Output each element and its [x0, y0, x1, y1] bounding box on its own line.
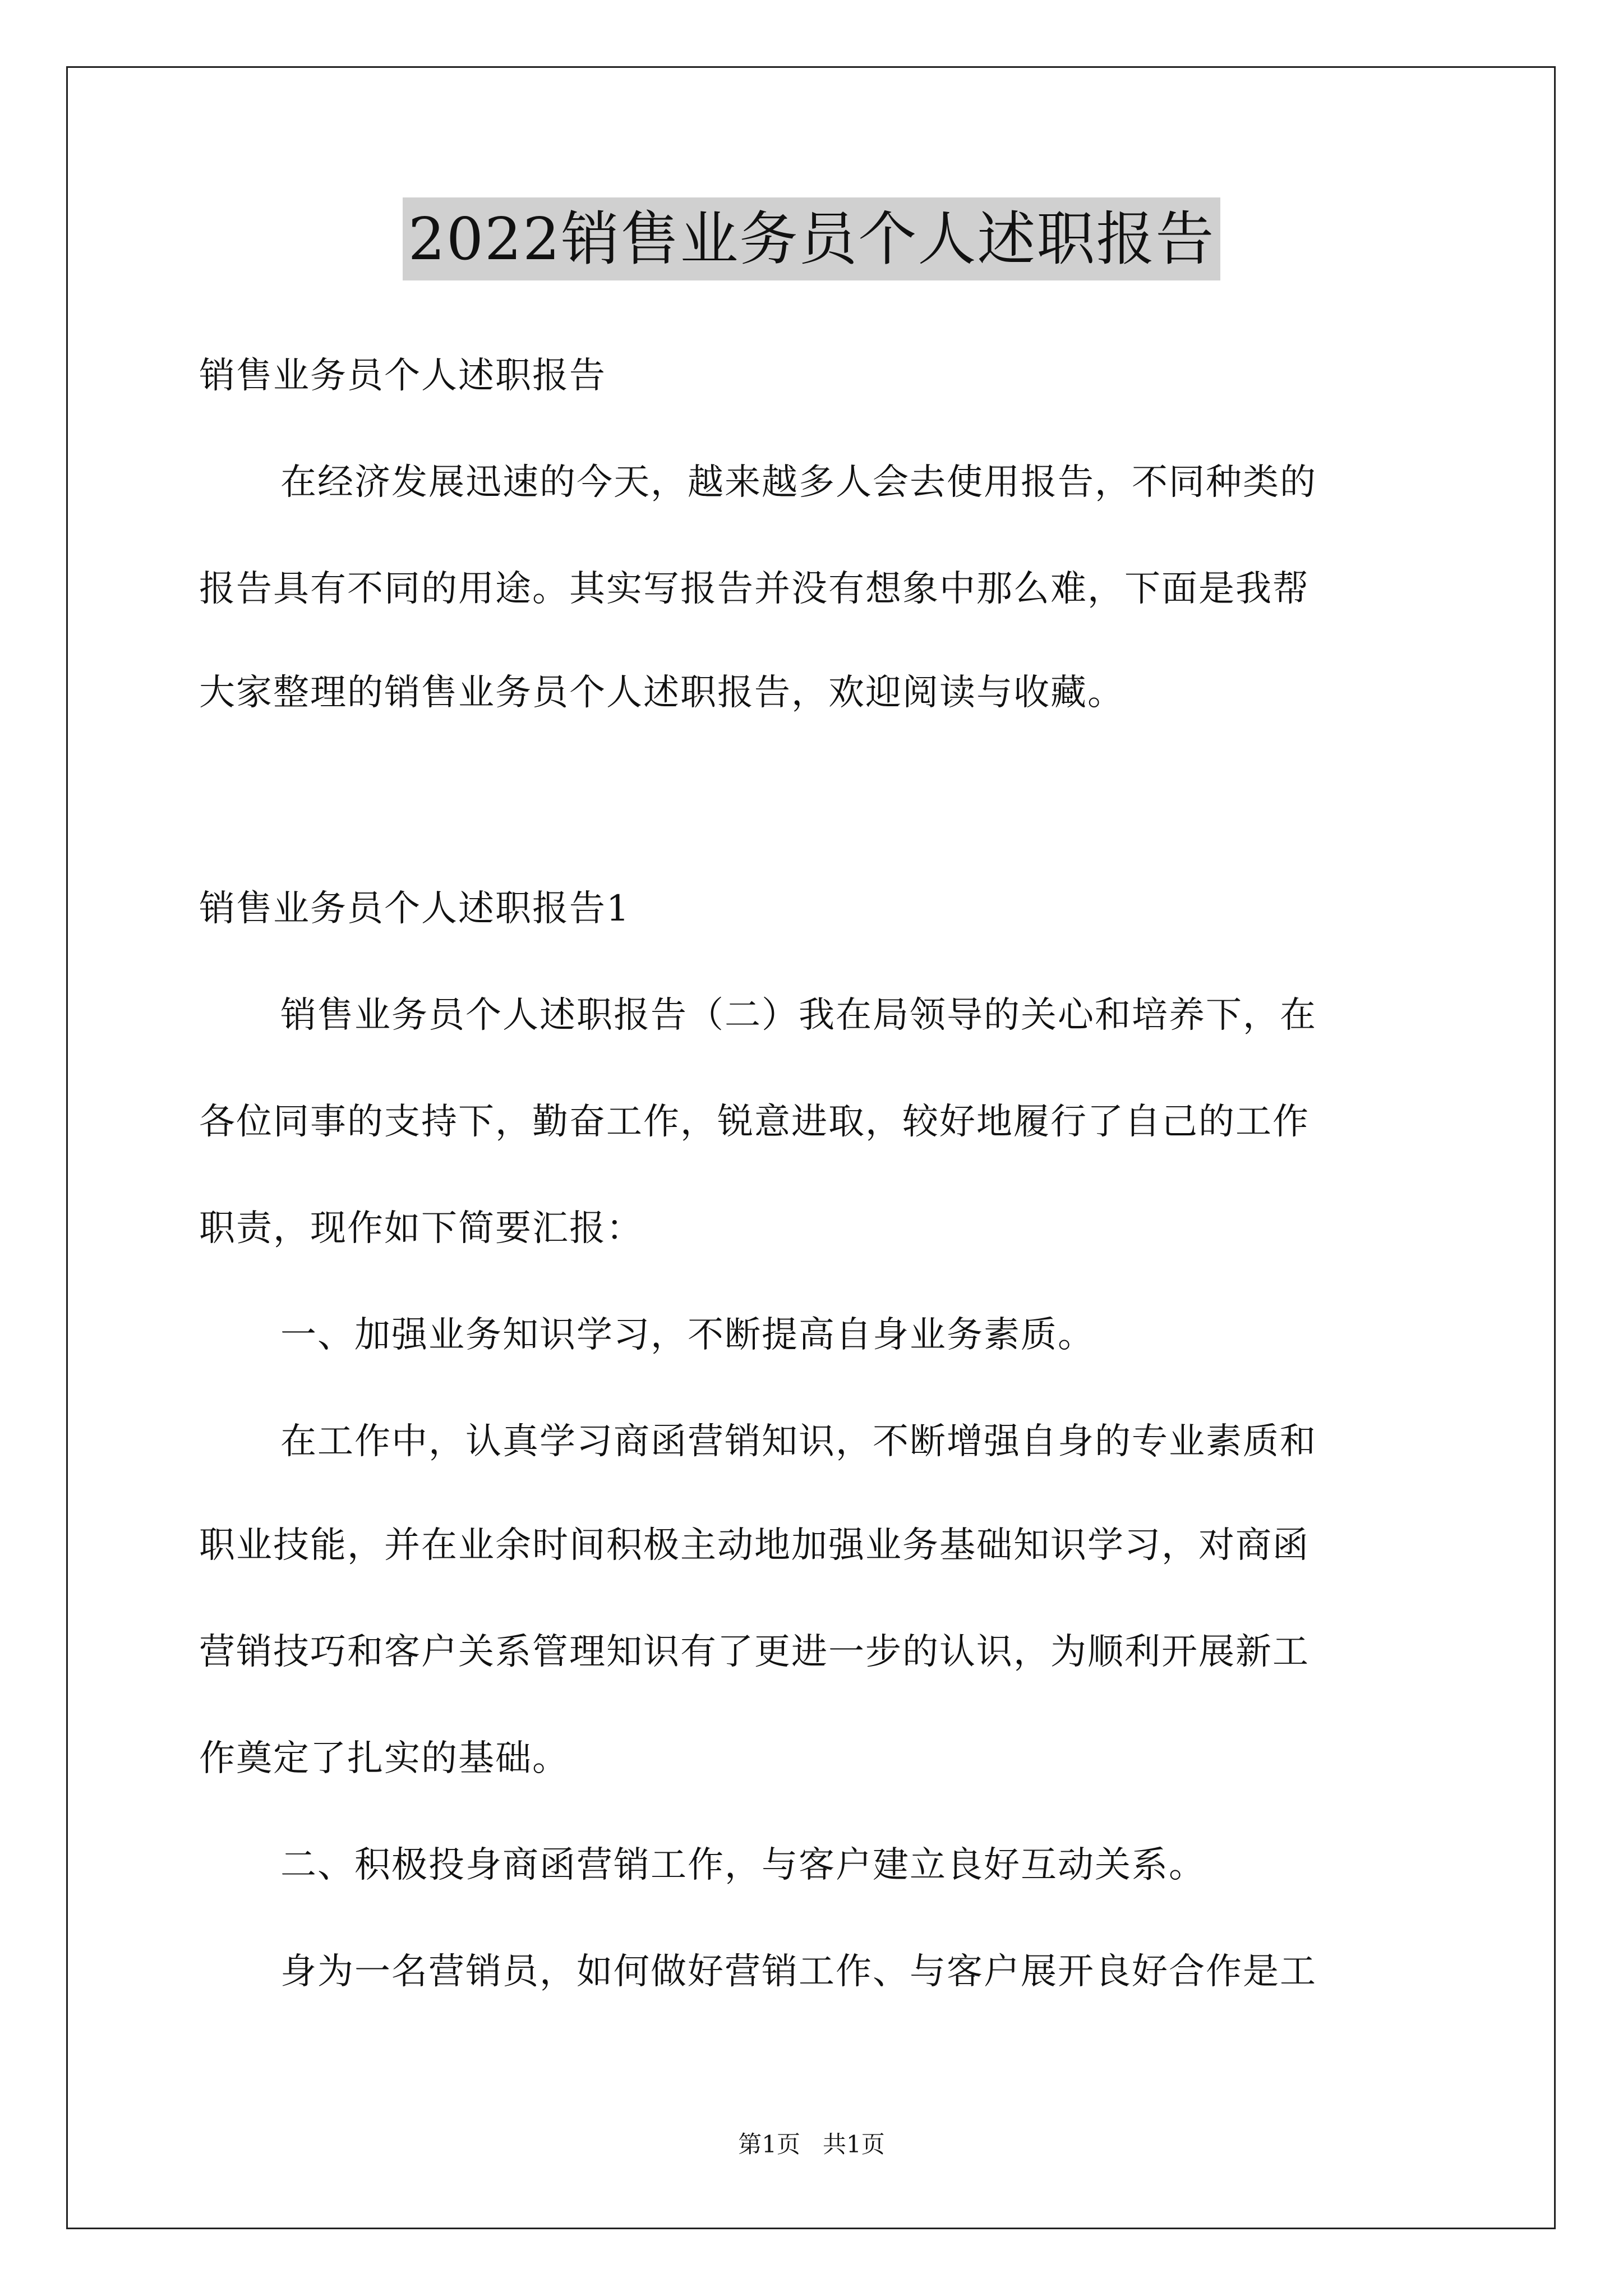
doc-line: 大家整理的销售业务员个人述职报告，欢迎阅读与收藏。	[199, 672, 1124, 714]
doc-line: 销售业务员个人述职报告	[199, 355, 606, 397]
doc-line: 职业技能，并在业余时间积极主动地加强业务基础知识学习，对商函	[199, 1525, 1310, 1566]
doc-line: 二、积极投身商函营销工作，与客户建立良好互动关系。	[280, 1844, 1206, 1886]
doc-line: 职责，现作如下简要汇报：	[199, 1208, 643, 1249]
document-title: 2022销售业务员个人述职报告	[403, 197, 1221, 280]
doc-line: 销售业务员个人述职报告（二）我在局领导的关心和培养下，在	[280, 995, 1317, 1036]
page-footer: 第1页 共1页	[738, 2131, 885, 2158]
doc-line: 销售业务员个人述职报告1	[199, 888, 630, 930]
doc-line: 一、加强业务知识学习，不断提高自身业务素质。	[280, 1314, 1095, 1356]
doc-line: 在工作中，认真学习商函营销知识，不断增强自身的专业素质和	[280, 1421, 1317, 1462]
doc-line: 报告具有不同的用途。其实写报告并没有想象中那么难，下面是我帮	[199, 568, 1310, 610]
doc-line: 身为一名营销员，如何做好营销工作、与客户展开良好合作是工	[280, 1951, 1317, 1993]
doc-line: 作奠定了扎实的基础。	[199, 1738, 569, 1779]
doc-line: 在经济发展迅速的今天，越来越多人会去使用报告，不同种类的	[280, 462, 1317, 503]
doc-line: 各位同事的支持下，勤奋工作，锐意进取，较好地履行了自己的工作	[199, 1101, 1310, 1143]
title-wrap	[0, 197, 1623, 280]
doc-line: 营销技巧和客户关系管理知识有了更进一步的认识，为顺利开展新工	[199, 1631, 1310, 1673]
